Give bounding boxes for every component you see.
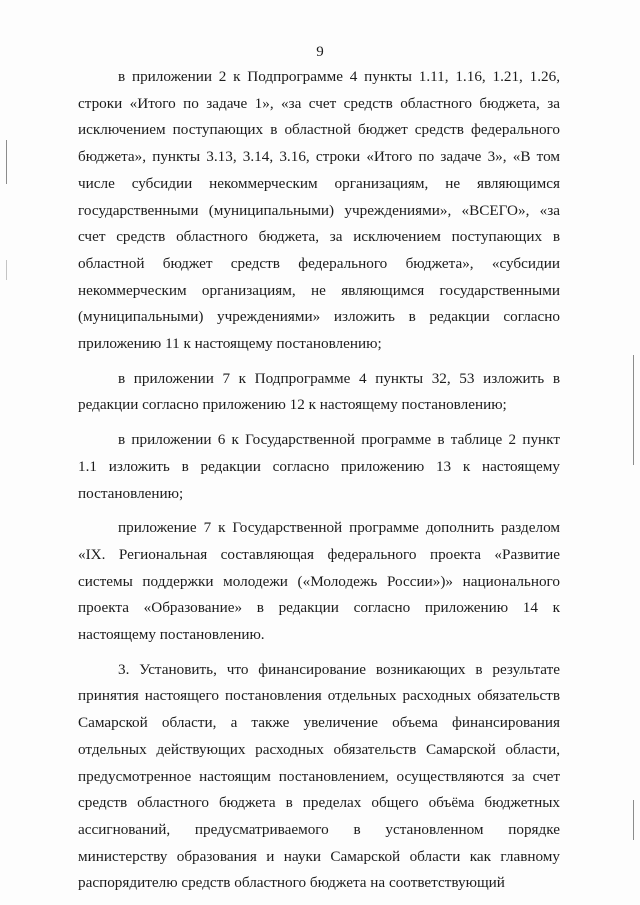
scan-edge-mark — [633, 355, 634, 465]
paragraph-appendix-2: в приложении 2 к Подпрограмме 4 пункты 1.11, 1.16, 1.21, 1.26, строки «Итого по задаче 1», «за счет средств областного бюджета, за исключением поступающих в областной бюджет средств федерального бюджета», пункты 3.13, 3.14, 3.16, строки «Итого по задаче 3», «В том числе субсидии некоммерческим организациям, не являющимся государственными (муниципальными) учреждениями», «ВСЕГО», «за счет средств областного бюджета, за исключением поступающих в областной бюджет средств федерального бюджета», «субсидии некоммерческим организациям, не являющимся государственными (муниципальными) учреждениями» изложить в редакции согласно приложению 11 к настоящему постановлению; — [78, 68, 560, 353]
scan-edge-mark — [633, 800, 634, 840]
paragraph-appendix-7-section-ix: приложение 7 к Государственной программе дополнить разделом «IX. Региональная составляющая федерального проекта «Развитие системы поддержки молодежи («Молодежь России»)» национального проекта «Образование» в редакции согласно приложению 14 к настоящему постановлению. — [78, 519, 560, 644]
scan-edge-mark — [6, 140, 7, 184]
paragraph-appendix-6: в приложении 6 к Государственной программе в таблице 2 пункт 1.1 изложить в редакции согласно приложению 13 к настоящему постановлению; — [78, 431, 560, 502]
page-number: 9 — [316, 44, 324, 60]
document-body — [78, 64, 560, 905]
paragraph-item-3: 3. Установить, что финансирование возникающих в результате принятия настоящего постановления отдельных расходных обязательств Самарской области, а также увеличение объема финансирования отдельных действующих расходных обязательств Самарской области, предусмотренное настоящим постановлением, осуществляются за счет средств областного бюджета в пределах общего объёма бюджетных ассигнований, предусматриваемого в установленном порядке министерству образования и науки Самарской области как главному распорядителю средств областного бюджета на соответствующий — [78, 660, 560, 892]
scan-edge-mark — [6, 260, 7, 280]
paragraph-appendix-7: в приложении 7 к Подпрограмме 4 пункты 32, 53 изложить в редакции согласно приложению 12 к настоящему постановлению; — [78, 369, 560, 414]
